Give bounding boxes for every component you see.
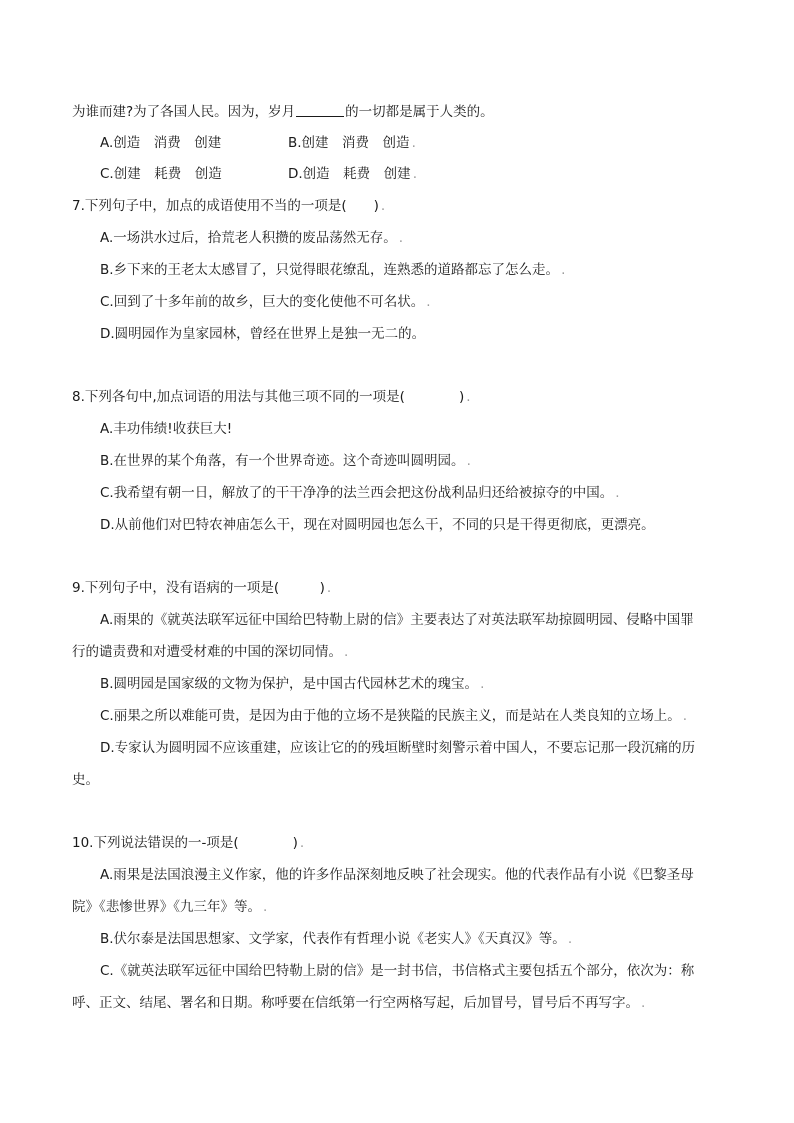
q7-option-b: B.乡下来的王老太太感冒了，只觉得眼花缭乱，连熟悉的道路都忘了怎么走。 .	[100, 262, 566, 278]
q10-option-c-line-2: 呼、正文、结尾、署名和日期。称呼要在信纸第一行空两格写起，后加冒号，冒号后不再写字。 .	[72, 995, 646, 1011]
q8-stem: 8.下列各句中,加点词语的用法与其他三项不同的一项是( ) .	[72, 389, 471, 405]
q6-option-d: D.创造 耗费 创建	[288, 166, 411, 182]
q9-option-a-line-1: A.雨果的《就英法联军远征中国给巴特勒上尉的信》主要表达了对英法联军劫掠圆明园、侵略中国罪	[100, 612, 694, 628]
q6-options-row-1: A.创造 消费 创建 B.创建 消费 创造 .	[100, 135, 416, 151]
q9-option-a-line-2: 行的谴责费和对遭受材难的中国的深切同情。 .	[72, 644, 349, 660]
q7-option-d: D.圆明园作为皇家园林，曾经在世界上是独一无二的。	[100, 326, 426, 342]
q10-option-a-line-2: 院》《悲惨世界》《九三年》等。 .	[72, 899, 268, 915]
q9-stem: 9.下列句子中，没有语病的一项是( ) .	[72, 580, 332, 596]
answer-blank	[296, 103, 344, 117]
q9-option-c: C.丽果之所以难能可贵，是因为由于他的立场不是狭隘的民族主义，而是站在人类良知的立场上。 .	[100, 708, 688, 724]
q6-option-b: B.创建 消费 创造	[288, 135, 410, 151]
q6-options-row-2: C.创建 耗费 创造 D.创造 耗费 创建 .	[100, 166, 417, 182]
q8-option-c: C.我希望有朝一日，解放了的干干净净的法兰西会把这份战利品归还给被掠夺的中国。 .	[100, 485, 620, 501]
q8-option-d: D.从前他们对巴特农神庙怎么干，现在对圆明园也怎么干，不同的只是干得更彻底，更漂亮。	[100, 517, 655, 533]
q10-stem: 10.下列说法错误的一-项是( ) .	[72, 835, 305, 851]
q6-stem-start: 为谁而建?为了各国人民。因为，岁月	[72, 104, 296, 120]
q9-option-d-line-1: D.专家认为圆明园不应该重建，应该让它的的残垣断壁时刻警示着中国人，不要忘记那一段沉痛的历	[100, 740, 696, 756]
q7-option-c: C.回到了十多年前的故乡，巨大的变化使他不可名状。 .	[100, 294, 431, 310]
q6-stem	[72, 102, 494, 122]
q7-stem: 7.下列句子中，加点的成语使用不当的一项是( ) .	[72, 198, 386, 214]
q8-option-b: B.在世界的某个角落，有一个世界奇迹。这个奇迹叫圆明园。 .	[100, 453, 471, 469]
q8-option-a: A.丰功伟绩!收获巨大!	[100, 421, 233, 437]
q10-option-a-line-1: A.雨果是法国浪漫主义作家，他的许多作品深刻地反映了社会现实。他的代表作品有小说《巴黎圣母	[100, 867, 694, 883]
q10-option-c-line-1: C.《就英法联军远征中国给巴特勒上尉的信》是一封书信，书信格式主要包括五个部分，依次为：称	[100, 963, 695, 979]
q6-option-c: C.创建 耗费 创造	[100, 166, 222, 182]
q9-option-b: B.圆明园是国家级的文物为保护，是中国古代园林艺术的瑰宝。 .	[100, 676, 485, 692]
q6-stem-end: 的一切都是属于人类的。	[345, 104, 494, 120]
q6-option-a: A.创造 消费 创建	[100, 135, 222, 151]
q10-option-b: B.伏尔泰是法国思想家、文学家，代表作有哲理小说《老实人》《天真汉》等。 .	[100, 931, 573, 947]
q9-option-d-line-2: 史。	[72, 772, 99, 788]
q7-option-a: A.一场洪水过后，拾荒老人积攒的废品荡然无存。 .	[100, 230, 404, 246]
